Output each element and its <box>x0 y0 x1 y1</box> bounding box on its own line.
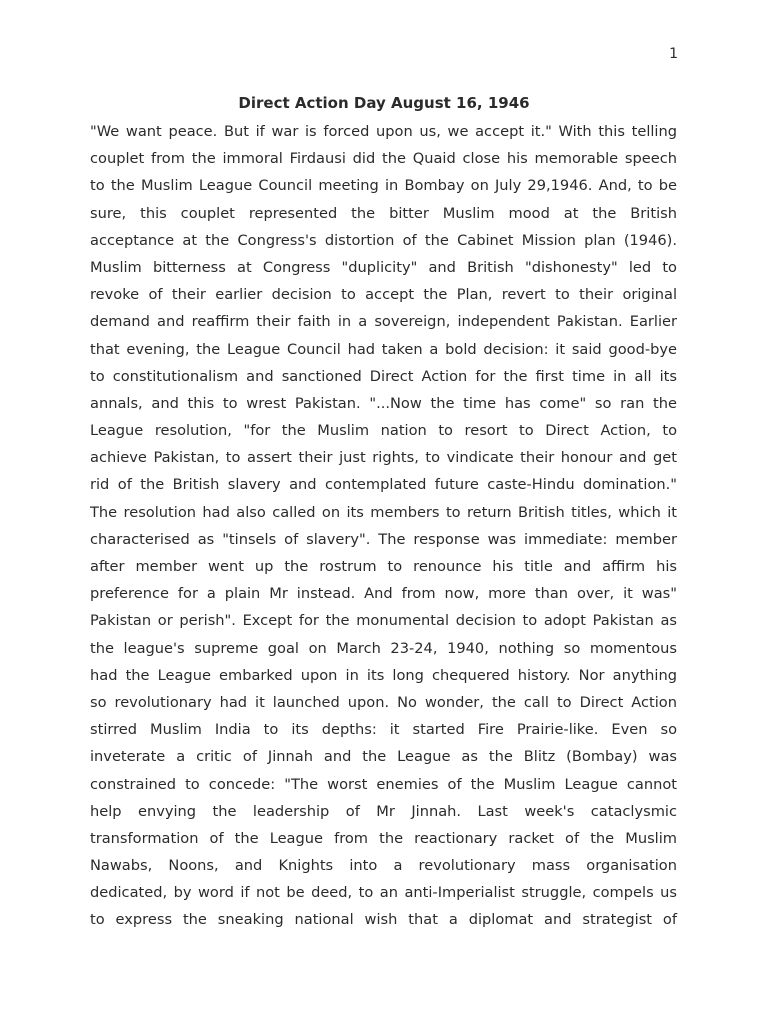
text-line: to the Muslim League Council meeting in Bombay on July 29,1946. And, to be <box>90 177 677 195</box>
text-line: so revolutionary had it launched upon. No wonder, the call to Direct Action <box>90 693 677 711</box>
document-title: Direct Action Day August 16, 1946 <box>238 94 530 112</box>
text-line: revoke of their earlier decision to accept the Plan, revert to their original <box>90 286 677 304</box>
body-paragraph <box>90 118 677 934</box>
text-line: after member went up the rostrum to renounce his title and affirm his <box>90 558 677 575</box>
text-line: Nawabs, Noons, and Knights into a revolutionary mass organisation <box>90 857 677 875</box>
text-line: demand and reaffirm their faith in a sovereign, independent Pakistan. Earlier <box>90 313 677 331</box>
text-line: stirred Muslim India to its depths: it started Fire Prairie-like. Even so <box>90 721 677 739</box>
text-line: to constitutionalism and sanctioned Direct Action for the first time in all its <box>90 367 677 385</box>
text-line: The resolution had also called on its members to return British titles, which it <box>90 503 677 521</box>
text-line: Muslim bitterness at Congress "duplicity" and British "dishonesty" led to <box>90 258 677 276</box>
text-line: achieve Pakistan, to assert their just rights, to vindicate their honour and get <box>90 449 677 467</box>
text-line: transformation of the League from the reactionary racket of the Muslim <box>90 829 677 847</box>
text-line: preference for a plain Mr instead. And from now, more than over, it was" <box>90 585 677 603</box>
text-line: annals, and this to wrest Pakistan. "...Now the time has come" so ran the <box>90 394 677 412</box>
text-line: dedicated, by word if not be deed, to an anti-Imperialist struggle, compels us <box>90 884 677 902</box>
page-number: 1 <box>669 46 678 62</box>
text-line: the league's supreme goal on March 23-24, 1940, nothing so momentous <box>90 639 677 657</box>
text-line: Pakistan or perish". Except for the monumental decision to adopt Pakistan as <box>90 612 677 630</box>
text-line: acceptance at the Congress's distortion of the Cabinet Mission plan (1946). <box>90 231 677 249</box>
text-line: couplet from the immoral Firdausi did the Quaid close his memorable speech <box>90 150 677 168</box>
text-line: to express the sneaking national wish that a diplomat and strategist of <box>90 911 677 929</box>
text-line: constrained to concede: "The worst enemies of the Muslim League cannot <box>90 775 677 793</box>
text-line: "We want peace. But if war is forced upon us, we accept it." With this telling <box>90 123 677 140</box>
text-line: League resolution, "for the Muslim nation to resort to Direct Action, to <box>90 422 677 440</box>
text-line: that evening, the League Council had taken a bold decision: it said good-bye <box>90 340 677 358</box>
text-line: rid of the British slavery and contemplated future caste-Hindu domination." <box>90 476 677 494</box>
text-line: had the League embarked upon in its long chequered history. Nor anything <box>90 666 677 684</box>
text-line: inveterate a critic of Jinnah and the League as the Blitz (Bombay) was <box>90 748 677 766</box>
text-line: characterised as "tinsels of slavery". The response was immediate: member <box>90 530 677 548</box>
text-line: sure, this couplet represented the bitter Muslim mood at the British <box>90 204 677 222</box>
text-line: help envying the leadership of Mr Jinnah. Last week's cataclysmic <box>90 802 677 820</box>
